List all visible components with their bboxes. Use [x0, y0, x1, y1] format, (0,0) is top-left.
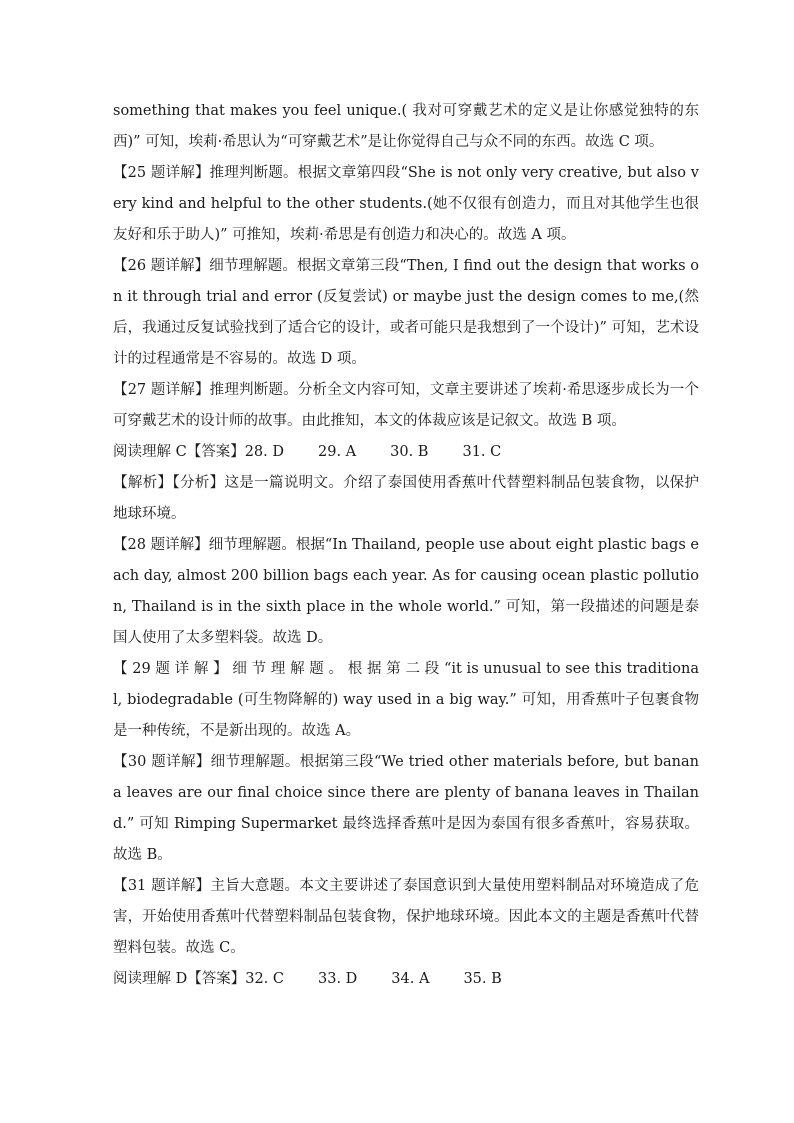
analysis-summary: 【解析】【分析】这是一篇说明文。介绍了泰国使用香蕉叶代替塑料制品包装食物，以保护地球环境。 [113, 475, 699, 522]
answer-item: 29. A [318, 444, 357, 460]
answer-item: 30. B [390, 444, 429, 460]
answer-item: 28. D [244, 444, 284, 460]
answer-item: 33. D [318, 971, 358, 987]
answers-label: 阅读理解 D【答案】 [113, 971, 246, 987]
answer-item: 35. B [463, 971, 502, 987]
answers-reading-d [113, 964, 699, 995]
paragraph-31-explanation: 【31 题详解】主旨大意题。本文主要讲述了泰国意识到大量使用塑料制品对环境造成了危害，开始使用香蕉叶代替塑料制品包装食物，保护地球环境。因此本文的主题是香蕉叶代替塑料包装。故选 C。 [113, 878, 699, 956]
answer-item: 32. C [245, 971, 284, 987]
paragraph-25-explanation: 【25 题详解】推理判断题。根据文章第四段“She is not only very creative, but also very kind and helpful to the other students.(她不仅很有创造力，而且对其他学生也很友好和乐于助人)” 可推知，埃莉·希思是有创造力和决心的。故选 A 项。 [113, 165, 699, 243]
answers-label: 阅读理解 C【答案】 [113, 444, 245, 460]
answers-reading-c [113, 437, 699, 468]
answer-item: 31. C [462, 444, 502, 460]
paragraph-24-continued: something that makes you feel unique.( 我对可穿戴艺术的定义是让你感觉独特的东西)” 可知，埃莉·希思认为“可穿戴艺术”是让你觉得自己与众不同的东西。故选 C 项。 [113, 103, 699, 150]
document-body [113, 96, 699, 995]
paragraph-29-explanation: 【 29 题 详 解 】 细 节 理 解 题 。 根 据 第 二 段 “it is unusual to see this traditional, biodegradable (可生物降解的) way used in a big way.” 可知，用香蕉叶子包裹食物是一种传统，不是新出现的。故选 A。 [113, 661, 699, 739]
answer-item: 34. A [391, 971, 430, 987]
paragraph-28-explanation: 【28 题详解】细节理解题。根据“In Thailand, people use about eight plastic bags each day, almost 200 billion bags each year. As for causing ocean plastic pollution, Thailand is in the sixth place in the whole world.” 可知，第一段描述的问题是泰国人使用了太多塑料袋。故选 D。 [113, 537, 699, 646]
paragraph-26-explanation: 【26 题详解】细节理解题。根据文章第三段“Then, I find out the design that works on it through trial and error (反复尝试) or maybe just the design comes to me,(然后，我通过反复试验找到了适合它的设计，或者可能只是我想到了一个设计)” 可知，艺术设计的过程通常是不容易的。故选 D 项。 [113, 258, 699, 367]
paragraph-30-explanation: 【30 题详解】细节理解题。根据第三段“We tried other materials before, but banana leaves are our final choice since there are plenty of banana leaves in Thailand.” 可知 Rimping Supermarket 最终选择香蕉叶是因为泰国有很多香蕉叶，容易获取。故选 B。 [113, 754, 699, 863]
paragraph-27-explanation: 【27 题详解】推理判断题。分析全文内容可知，文章主要讲述了埃莉·希思逐步成长为一个可穿戴艺术的设计师的故事。由此推知，本文的体裁应该是记叙文。故选 B 项。 [113, 382, 699, 429]
